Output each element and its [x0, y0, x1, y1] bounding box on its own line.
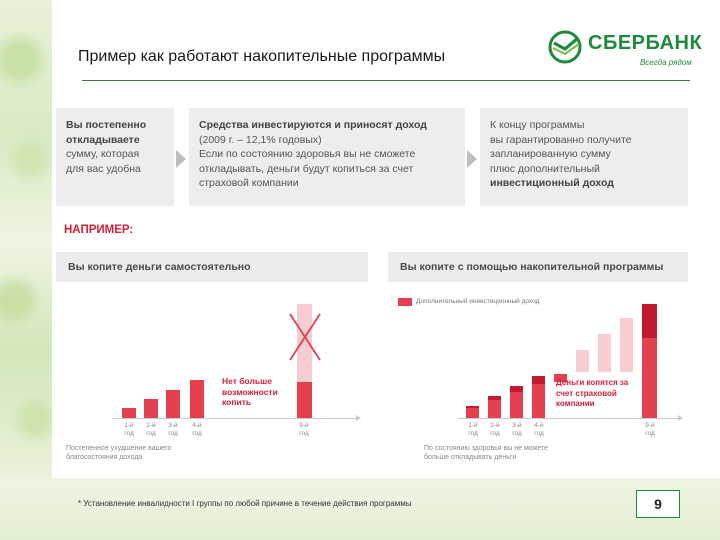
- step-2-line-2: (2009 г. – 12,1% годовых): [199, 133, 322, 146]
- cross-icon: [288, 312, 322, 362]
- step-1-line-4: для вас удобна: [66, 162, 141, 175]
- x-axis: [112, 418, 358, 419]
- right-bar-1-income: [466, 406, 479, 408]
- step-1-line-3: сумму, которая: [66, 148, 140, 160]
- step-3-line-2: вы гарантированно получите: [490, 133, 632, 146]
- right-bar-2: [488, 400, 501, 418]
- left-bar-year-2: [144, 399, 158, 418]
- right-bar-4-income: [532, 376, 545, 384]
- right-bar-6: [576, 350, 589, 372]
- right-bar-4: [532, 384, 545, 418]
- tick-label: 9-й год: [645, 422, 655, 437]
- legend-label: Дополнительный инвестиционный доход: [416, 298, 540, 305]
- right-bar-2-income: [488, 396, 501, 400]
- left-panel-title: Вы копите деньги самостоятельно: [56, 252, 368, 282]
- step-3-line-3: запланированную сумму: [490, 148, 611, 160]
- axis-arrow-icon: [678, 415, 683, 421]
- logo-name: СБЕРБАНК: [588, 32, 703, 54]
- page-title: Пример как работают накопительные программы: [78, 48, 446, 65]
- step-box-1: [56, 108, 174, 206]
- page-number: 9: [636, 490, 680, 518]
- left-bar-year-1: [122, 408, 136, 418]
- step-2-line-1: Средства инвестируются и приносят доход: [199, 119, 427, 131]
- right-panel: [388, 282, 688, 462]
- right-bar-1: [466, 408, 479, 418]
- legend-swatch: [398, 298, 412, 306]
- tick-label: 4-й год: [192, 422, 202, 437]
- arrow-icon: [176, 150, 186, 168]
- step-3-line-4: плюс дополнительный: [490, 162, 600, 175]
- right-bar-3: [510, 392, 523, 418]
- logo-tagline: Всегда рядом: [640, 58, 692, 67]
- left-panel: [56, 282, 368, 462]
- tick-label: 1-й год: [124, 422, 134, 437]
- right-bar-8: [620, 318, 633, 372]
- step-box-2: [189, 108, 465, 206]
- decorative-background: [0, 0, 52, 540]
- left-bar-year-4: [190, 380, 204, 418]
- step-3-line-5: инвестиционный доход: [490, 177, 614, 189]
- step-3-line-1: К концу программы: [490, 119, 585, 131]
- right-bar-9: [642, 338, 657, 418]
- tick-label: 2-й год: [490, 422, 500, 437]
- footer-band: [0, 478, 720, 540]
- arrow-icon: [467, 150, 477, 168]
- tick-label: 3-й год: [512, 422, 522, 437]
- title-divider: [82, 80, 690, 81]
- step-1-line-2: откладываете: [66, 133, 140, 146]
- logo: [548, 30, 703, 70]
- left-baseline-note: Постепенное ухудшение вашего благосостояния дохода: [66, 445, 172, 461]
- tick-label: 1-й год: [468, 422, 478, 437]
- tick-label: 3-й год: [168, 422, 178, 437]
- x-axis: [458, 418, 680, 419]
- left-bar-year-3: [166, 390, 180, 418]
- footnote: * Установление инвалидности I группы по любой причине в течение действия программы: [78, 499, 412, 508]
- step-2-line-5: страховой компании: [199, 177, 299, 189]
- step-1-line-1: Вы постепенно: [66, 119, 147, 131]
- axis-arrow-icon: [356, 415, 361, 421]
- right-note: Деньги копятся за счет страховой компании: [556, 378, 629, 408]
- tick-label: 9-й год: [299, 422, 309, 437]
- right-bar-9-income: [642, 304, 657, 338]
- tick-label: 4-й год: [534, 422, 544, 437]
- step-2-line-4: откладывать, деньги будут копиться за счет: [199, 162, 414, 175]
- right-baseline-note: По состоянию здоровья вы не можете больше откладывать деньги: [424, 445, 548, 461]
- example-label: НАПРИМЕР:: [64, 224, 134, 236]
- right-panel-title: Вы копите с помощью накопительной программы: [388, 252, 688, 282]
- step-2-line-3: Если по состоянию здоровья вы не сможете: [199, 148, 416, 160]
- step-box-3: [480, 108, 688, 206]
- left-bar-year-9: [297, 382, 312, 418]
- tick-label: 2-й год: [146, 422, 156, 437]
- left-note: Нет больше возможности копить: [222, 376, 278, 407]
- right-bar-3-income: [510, 386, 523, 392]
- right-bar-7: [598, 334, 611, 372]
- sberbank-logo-icon: [548, 30, 582, 64]
